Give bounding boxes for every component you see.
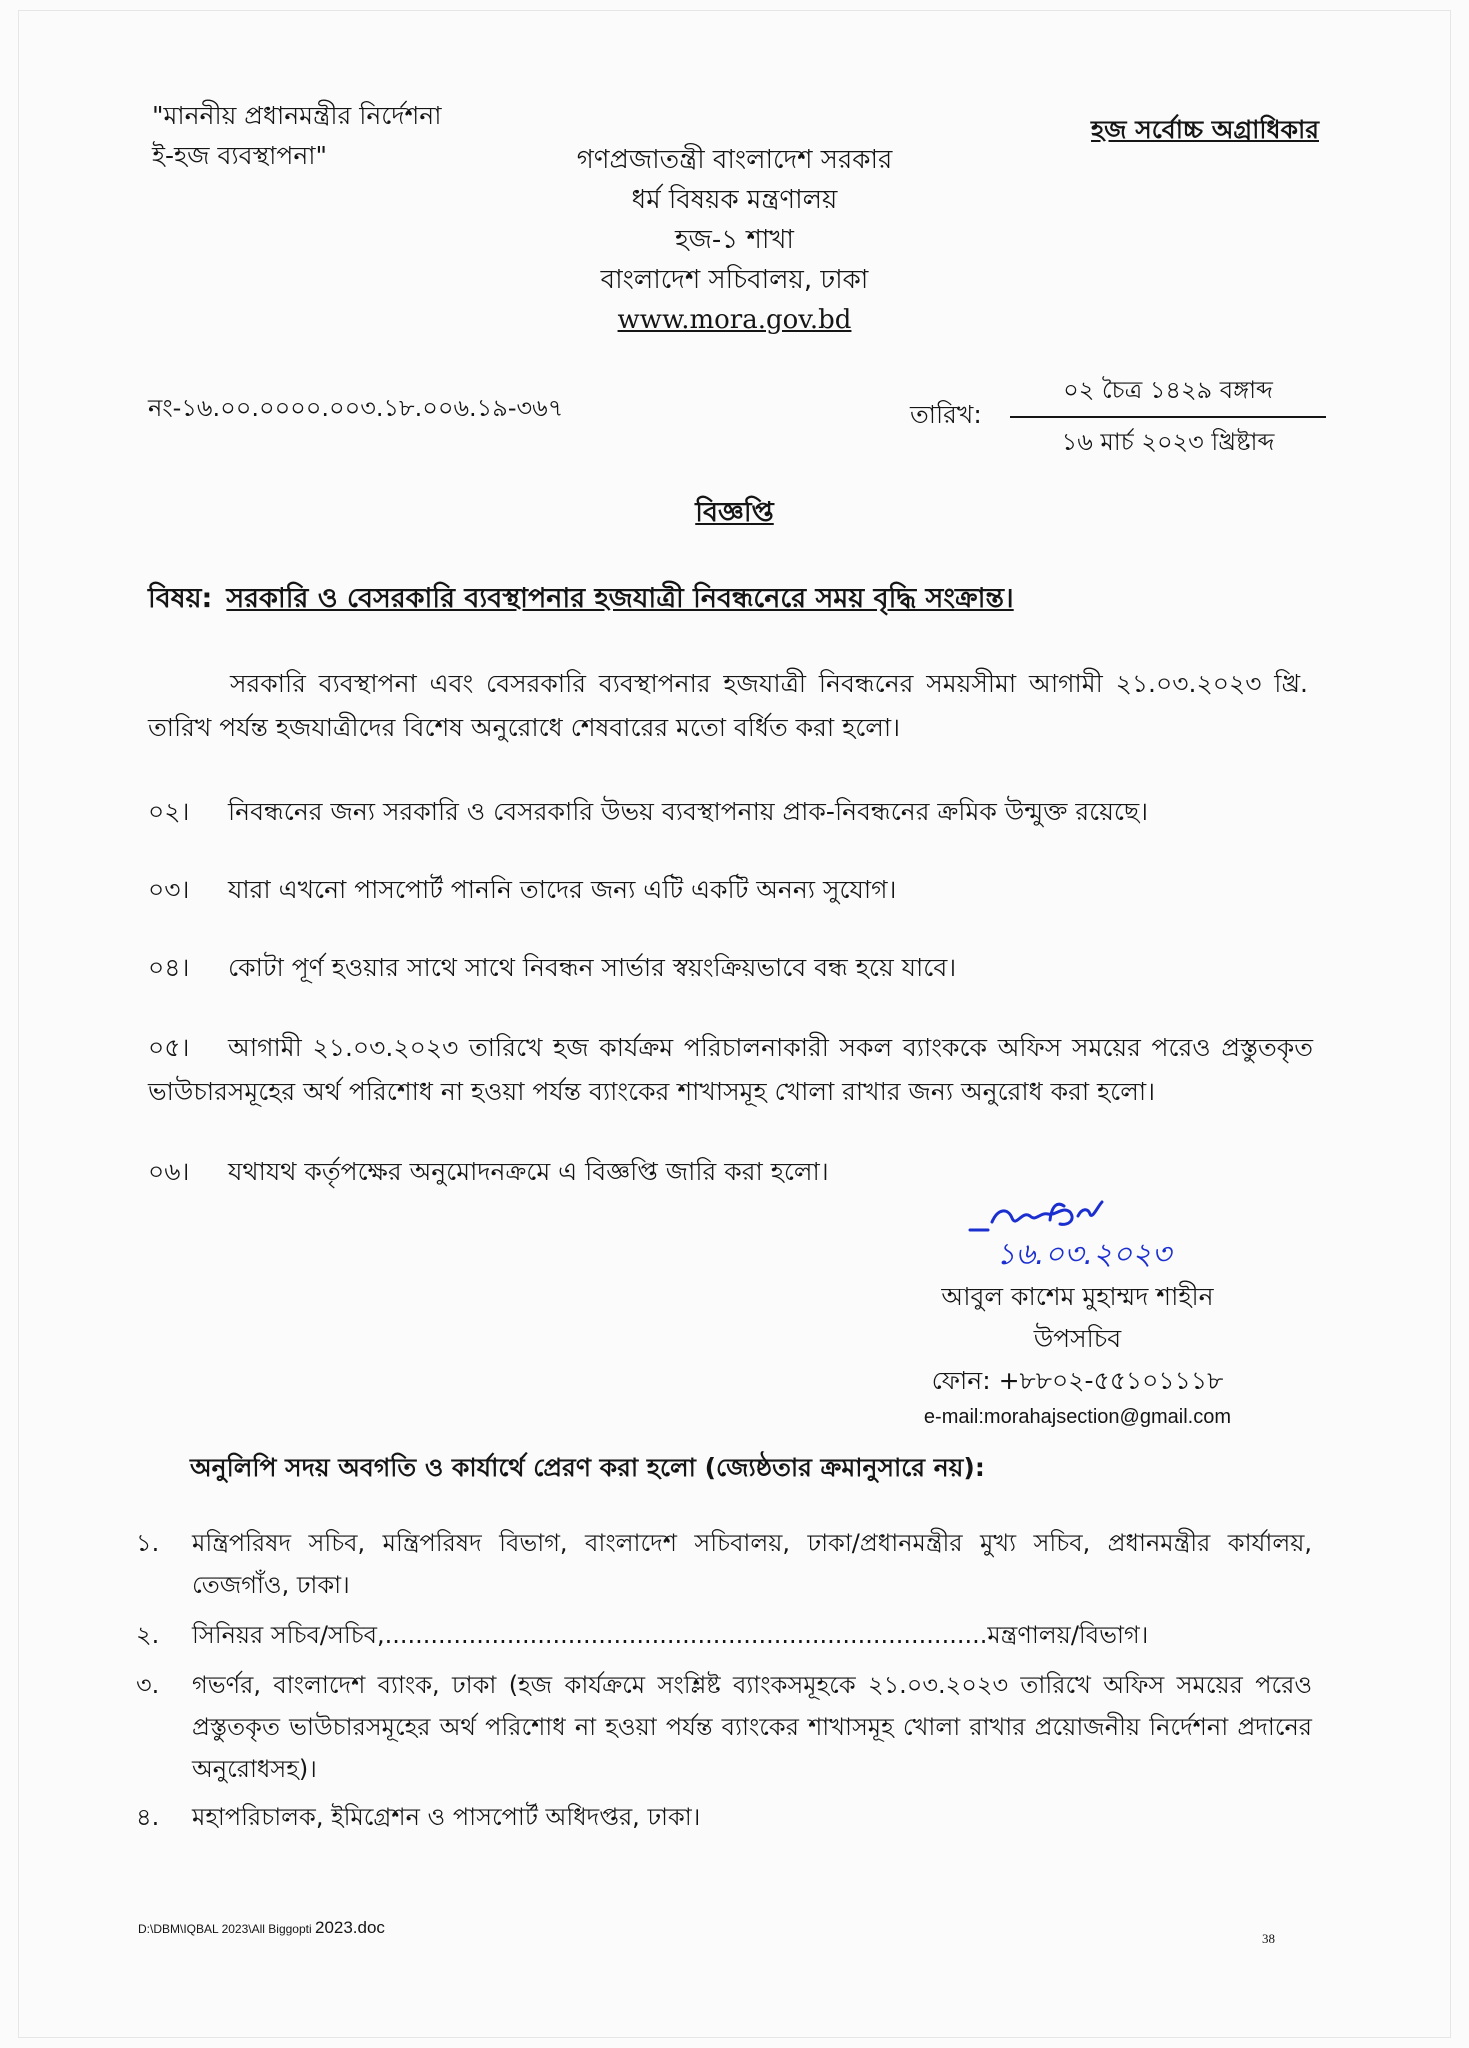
office-address: বাংলাদেশ সচিবালয়, ঢাকা [600, 265, 869, 295]
copy-list-item [136, 1614, 1316, 1656]
copy-number: ৩. [136, 1671, 160, 1699]
office-header [0, 140, 1469, 340]
copy-number: ৪. [136, 1803, 160, 1831]
item-text: যথাযথ কর্তৃপক্ষের অনুমোদনক্রমে এ বিজ্ঞপ্তি জারি করা হলো। [228, 1157, 829, 1186]
item-text: যারা এখনো পাসপোর্ট পাননি তাদের জন্য এটি একটি অনন্য সুযোগ। [228, 875, 897, 904]
item-number: ০৫। [148, 1033, 190, 1062]
pm-directive-line-1: "মাননীয় প্রধানমন্ত্রীর নির্দেশনা [152, 101, 442, 130]
gregorian-date: ১৬ মার্চ ২০২৩ খ্রিষ্টাব্দ [1061, 428, 1275, 456]
handwritten-date: ১৬.০৩.২০২৩ [996, 1237, 1172, 1272]
item-text: নিবন্ধনের জন্য সরকারি ও বেসরকারি উভয় ব্যবস্থাপনায় প্রাক-নিবন্ধনের ক্রমিক উন্মুক্ত রয়েছে। [228, 797, 1149, 826]
subject-label: বিষয়: [148, 583, 213, 614]
copy-heading: অনুলিপি সদয় অবগতি ও কার্যার্থে প্রেরণ করা হলো (জ্যেষ্ঠতার ক্রমানুসারে নয়): [190, 1453, 985, 1482]
item-text: কোটা পূর্ণ হওয়ার সাথে সাথে নিবন্ধন সার্ভার স্বয়ংক্রিয়ভাবে বন্ধ হয়ে যাবে। [228, 953, 957, 982]
item-number: ০৩। [148, 875, 190, 904]
signatory-email[interactable]: e-mail:morahajsection@gmail.com [923, 1406, 1231, 1428]
handwritten-signature [900, 1200, 1300, 1275]
copy-text: মহাপরিচালক, ইমিগ্রেশন ও পাসপোর্ট অধিদপ্তর, ঢাকা। [192, 1803, 701, 1831]
notice-item [148, 790, 1313, 834]
item-text: আগামী ২১.০৩.২০২৩ তারিখে হজ কার্যক্রম পরিচালনাকারী সকল ব্যাংককে অফিস সময়ের পরেও প্রস্তুতকৃত ভাউচারসমূহের অর্থ পরিশোধ না হওয়া পর্যন্ত ব্যাংকের শাখাসমূহ খোলা রাখার জন্য অনুরোধ করা হলো। [148, 1033, 1313, 1106]
section-name: হজ-১ শাখা [675, 225, 794, 255]
copy-text: মন্ত্রিপরিষদ সচিব, মন্ত্রিপরিষদ বিভাগ, বাংলাদেশ সচিবালয়, ঢাকা/প্রধানমন্ত্রীর মুখ্য সচিব, প্রধানমন্ত্রীর কার্যালয়, তেজগাঁও, ঢাকা। [192, 1529, 1312, 1599]
subject-line [148, 578, 1014, 623]
intro-paragraph: সরকারি ব্যবস্থাপনা এবং বেসরকারি ব্যবস্থাপনার হজযাত্রী নিবন্ধনের সময়সীমা আগামী ২১.০৩.২০২৩ খ্রি. তারিখ পর্যন্ত হজযাত্রীদের বিশেষ অনুরোধে শেষবারের মতো বর্ধিত করা হলো। [148, 669, 1308, 742]
file-path-footer [138, 1918, 385, 1938]
bangla-date: ০২ চৈত্র ১৪২৯ বঙ্গাব্দ [1010, 372, 1326, 418]
page-number: 38 [1262, 1931, 1275, 1946]
notice-item [148, 868, 1313, 912]
signature-block [924, 1276, 1231, 1432]
item-number: ০৬। [148, 1157, 190, 1186]
copy-list-item [136, 1664, 1316, 1790]
signatory-designation: উপসচিব [1033, 1324, 1122, 1353]
signatory-name: আবুল কাশেম মুহাম্মদ শাহীন [941, 1282, 1214, 1311]
copy-list-item [136, 1796, 1316, 1838]
copy-text: গভর্ণর, বাংলাদেশ ব্যাংক, ঢাকা (হজ কার্যক্রমে সংশ্লিষ্ট ব্যাংকসমূহকে ২১.০৩.২০২৩ তারিখে অফিস সময়ের পরেও প্রস্তুতকৃত ভাউচারসমূহের অর্থ পরিশোধ না হওয়া পর্যন্ত ব্যাংকের শাখাসমূহ খোলা রাখার প্রয়োজনীয় নির্দেশনা প্রদানের অনুরোধসহ)। [192, 1671, 1312, 1783]
website-link[interactable]: www.mora.gov.bd [617, 305, 852, 335]
item-number: ০২। [148, 797, 190, 826]
file-name-suffix: 2023.doc [314, 1918, 385, 1937]
government-name: গণপ্রজাতন্ত্রী বাংলাদেশ সরকার [576, 145, 893, 175]
copy-number: ২. [136, 1621, 160, 1649]
memo-number: নং-১৬.০০.০০০০.০০৩.১৮.০০৬.১৯-৩৬৭ [148, 394, 564, 422]
file-path: D:\DBM\IQBAL 2023\All Biggopti [138, 1922, 312, 1936]
signatory-phone: ফোন: +৮৮০২-৫৫১০১১১৮ [931, 1366, 1224, 1395]
copy-number: ১. [136, 1529, 160, 1557]
notice-title: বিজ্ঞপ্তি [695, 497, 774, 528]
item-number: ০৪। [148, 953, 190, 982]
pm-directive-line-2: ই-হজ ব্যবস্থাপনা" [152, 141, 327, 170]
notice-item [148, 1150, 1313, 1194]
notice-item [148, 1026, 1313, 1114]
subject-text: সরকারি ও বেসরকারি ব্যবস্থাপনার হজযাত্রী নিবন্ধনেরে সময় বৃদ্ধি সংক্রান্ত। [226, 583, 1014, 614]
copy-text: সিনিয়র সচিব/সচিব,...............................................................................মন্ত্রণালয়/বিভাগ। [192, 1621, 1149, 1649]
hajj-priority-label: হজ সর্বোচ্চ অগ্রাধিকার [1091, 115, 1319, 144]
ministry-name: ধর্ম বিষয়ক মন্ত্রণালয় [631, 185, 838, 215]
copy-list-item [136, 1522, 1316, 1606]
notice-item [148, 946, 1313, 990]
date-block [1010, 372, 1326, 464]
date-label: তারিখ: [910, 400, 982, 429]
